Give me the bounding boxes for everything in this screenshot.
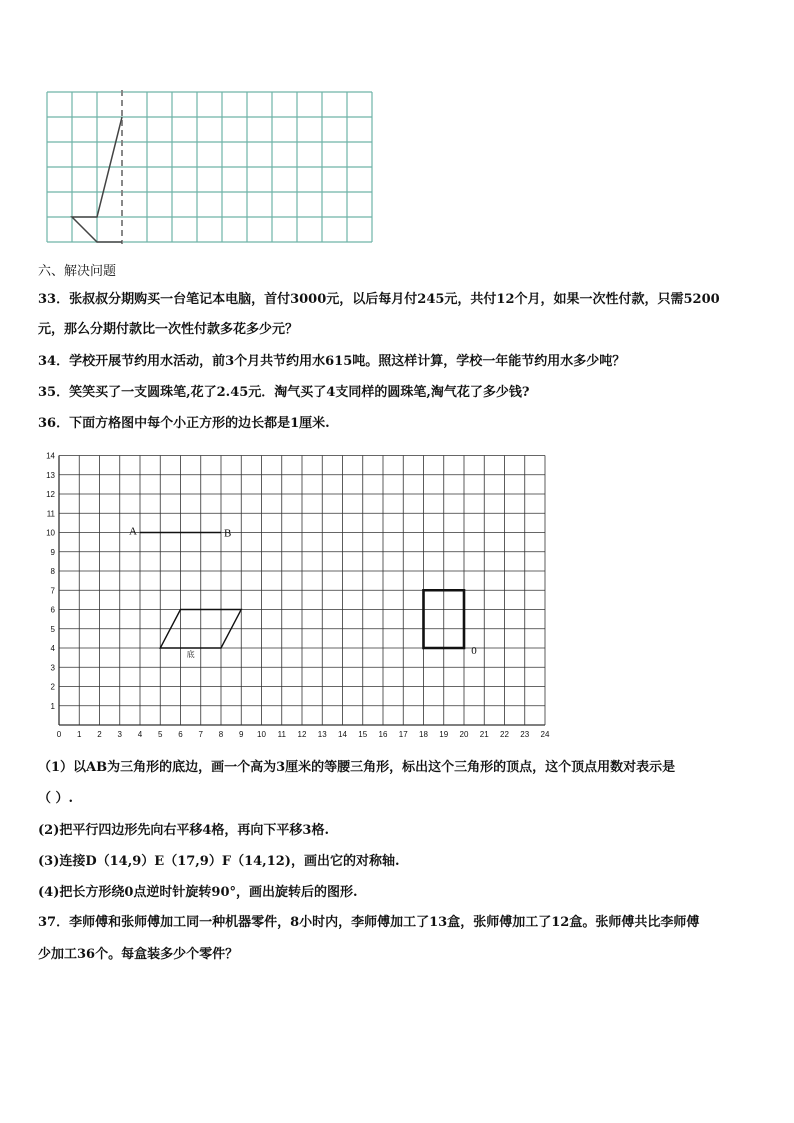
x-tick-label: 23 (520, 730, 530, 739)
x-tick-label: 21 (479, 730, 489, 739)
y-tick-label: 2 (50, 682, 55, 692)
question-34: 34．学校开展节约用水活动，前3个月共节约用水615吨。照这样计算，学校一年能节约用水多少吨？ (38, 354, 626, 369)
x-tick-label: 16 (378, 730, 388, 739)
x-tick-label: 24 (540, 730, 550, 739)
x-tick-label: 5 (158, 730, 163, 739)
question-36-sub-1-line-1: （1）以AB为三角形的底边，画一个高为3厘米的等腰三角形，标出这个三角形的顶点，这个顶点用数对表示是 (38, 760, 676, 775)
coordinate-grid-figure (30, 448, 560, 743)
x-tick-label: 20 (459, 730, 469, 739)
question-36-sub-2: (2)把平行四边形先向右平移4格，再向下平移3格. (38, 823, 329, 838)
section-title: 六、解决问题 (38, 264, 117, 279)
y-tick-label: 4 (50, 644, 55, 653)
y-tick-label: 12 (46, 490, 55, 499)
question-37-line-2: 少加工36个。每盒装多少个零件？ (38, 947, 239, 962)
parallelogram-base-label: 底 (186, 650, 195, 659)
x-tick-label: 10 (257, 730, 266, 739)
y-tick-label: 14 (46, 451, 55, 461)
y-tick-label: 8 (50, 567, 55, 576)
y-tick-label: 3 (50, 663, 55, 673)
x-tick-label: 2 (97, 730, 102, 739)
question-35: 35．笑笑买了一支圆珠笔,花了2.45元．淘气买了4支同样的圆珠笔,淘气花了多少钱? (38, 385, 530, 400)
x-tick-label: 19 (439, 730, 449, 739)
x-tick-label: 6 (178, 730, 183, 739)
y-tick-label: 11 (46, 509, 55, 519)
x-tick-label: 7 (198, 730, 203, 739)
x-tick-label: 0 (56, 730, 62, 739)
x-tick-label: 1 (77, 730, 82, 739)
x-tick-label: 13 (317, 730, 327, 739)
x-tick-label: 18 (419, 730, 428, 739)
x-tick-label: 3 (117, 730, 122, 739)
pivot-point-label: 0 (471, 645, 477, 657)
question-36-sub-4: (4)把长方形绕0点逆时针旋转90°，画出旋转后的图形. (38, 885, 358, 900)
y-tick-label: 7 (50, 586, 55, 596)
x-tick-label: 12 (297, 730, 307, 739)
y-tick-label: 1 (50, 701, 55, 711)
x-tick-label: 14 (338, 730, 347, 739)
question-33-line-1: 33．张叔叔分期购买一台笔记本电脑，首付3000元，以后每月付245元，共付12个月，如果一次性付款，只需5200 (38, 292, 720, 307)
x-tick-label: 17 (398, 730, 408, 739)
question-36-sub-1-line-2: （ ）. (38, 791, 74, 806)
question-33-line-2: 元，那么分期付款比一次性付款多花多少元？ (38, 322, 299, 337)
x-tick-label: 11 (277, 730, 286, 739)
y-tick-label: 10 (46, 528, 55, 538)
x-tick-label: 9 (239, 730, 244, 739)
y-tick-label: 9 (50, 547, 55, 557)
question-37-line-1: 37．李师傅和张师傅加工同一种机器零件，8小时内，李师傅加工了13盒，张师傅加工了12盒。张师傅共比李师傅 (38, 915, 700, 930)
question-36-sub-3: (3)连接D（14,9）E（17,9）F（14,12)，画出它的对称轴. (38, 854, 400, 869)
x-tick-label: 8 (218, 730, 224, 739)
y-tick-label: 5 (50, 624, 55, 634)
symmetry-grid-figure (44, 90, 376, 246)
y-tick-label: 6 (50, 605, 55, 615)
question-36-intro: 36．下面方格图中每个小正方形的边长都是1厘米. (38, 416, 330, 431)
y-tick-label: 13 (46, 470, 55, 480)
x-tick-label: 15 (358, 730, 368, 739)
x-tick-label: 22 (500, 730, 509, 739)
x-tick-label: 4 (137, 730, 143, 739)
point-b-label: B (224, 527, 232, 540)
point-a-label: A (129, 525, 137, 538)
